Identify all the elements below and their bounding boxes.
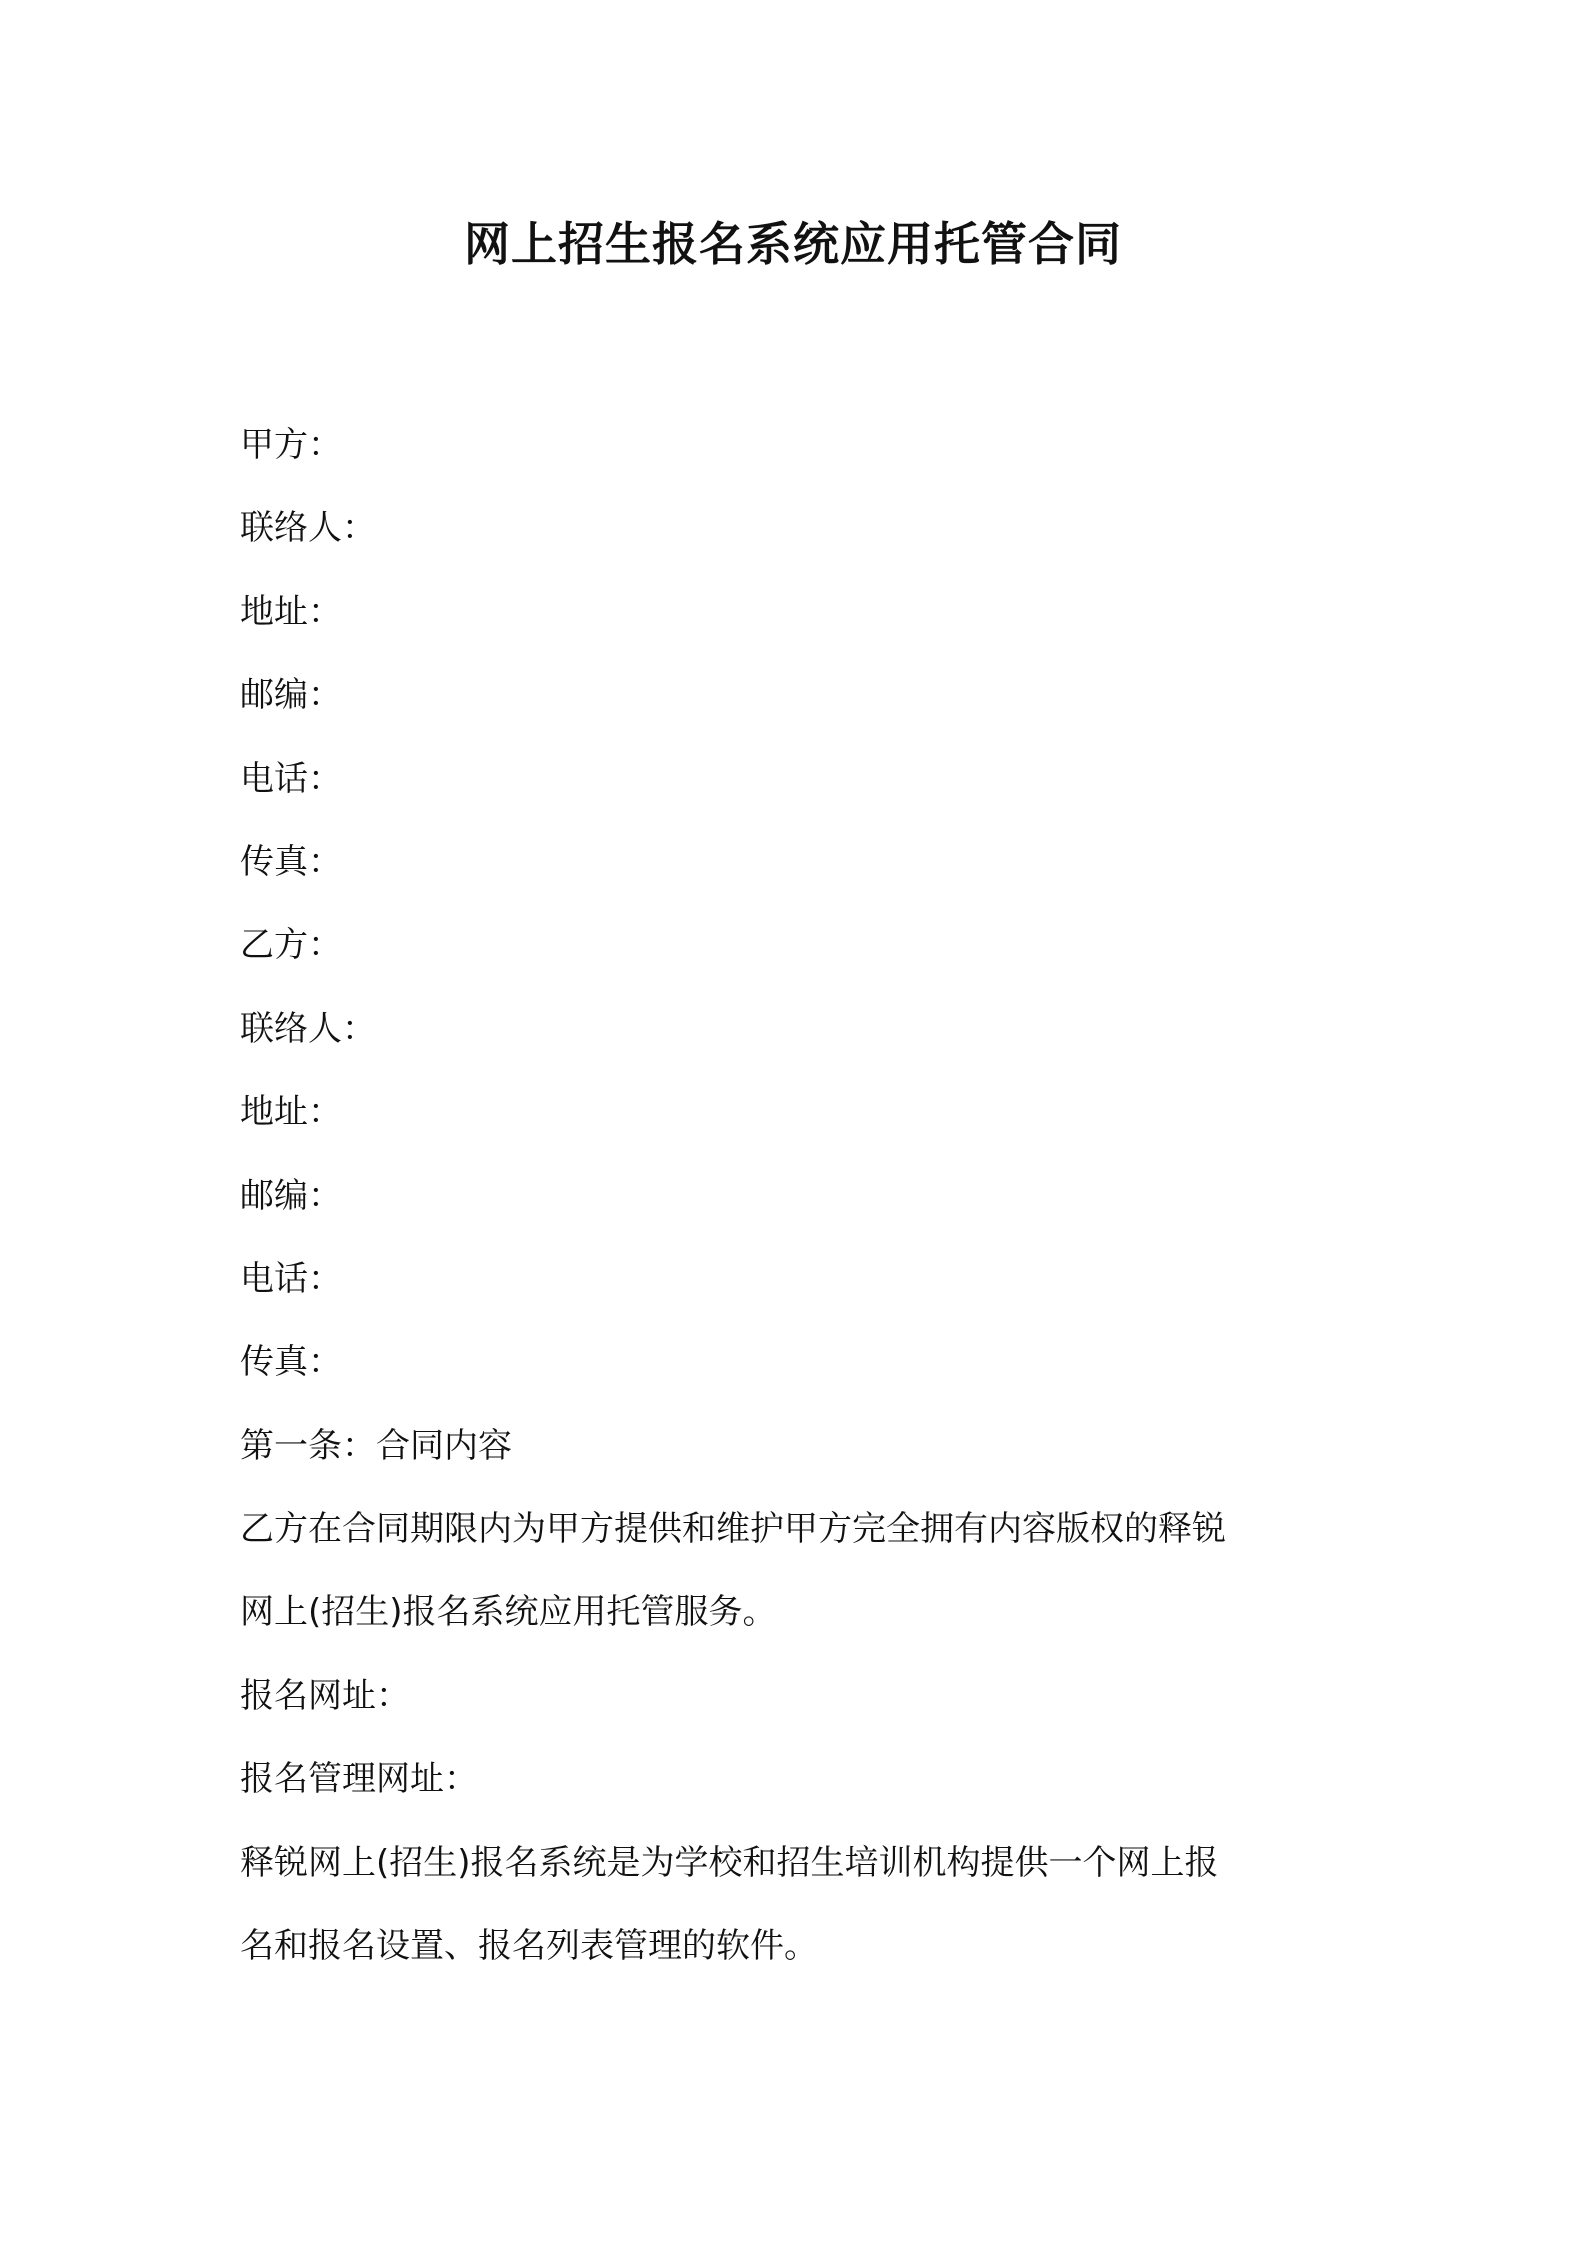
article-1-paragraph-line: 网上(招生)报名系统应用托管服务。 [240, 1592, 777, 1633]
party-a-phone-label: 电话： [240, 758, 342, 799]
party-b-address-label: 地址： [240, 1092, 342, 1133]
party-b-postcode-label: 邮编： [240, 1175, 342, 1216]
system-description-line: 名和报名设置、报名列表管理的软件。 [240, 1926, 818, 1967]
party-b-contact-label: 联络人： [240, 1008, 376, 1049]
party-a-contact-label: 联络人： [240, 508, 376, 549]
registration-admin-url-label: 报名管理网址： [240, 1759, 478, 1800]
document-body [240, 404, 1370, 1988]
party-b-phone-label: 电话： [240, 1258, 342, 1299]
party-a-address-label: 地址： [240, 591, 342, 632]
registration-url-label: 报名网址： [240, 1675, 410, 1716]
party-a-postcode-label: 邮编： [240, 675, 342, 716]
article-1-heading: 第一条：合同内容 [240, 1425, 512, 1466]
party-a-fax-label: 传真： [240, 841, 342, 882]
party-b-fax-label: 传真： [240, 1342, 342, 1383]
article-1-paragraph-line: 乙方在合同期限内为甲方提供和维护甲方完全拥有内容版权的释锐 [240, 1509, 1226, 1550]
system-description-line: 释锐网上(招生)报名系统是为学校和招生培训机构提供一个网上报 [240, 1842, 1219, 1883]
party-b-label: 乙方： [240, 925, 342, 966]
document-title: 网上招生报名系统应用托管合同 [464, 217, 1122, 271]
party-a-label: 甲方： [240, 425, 342, 465]
